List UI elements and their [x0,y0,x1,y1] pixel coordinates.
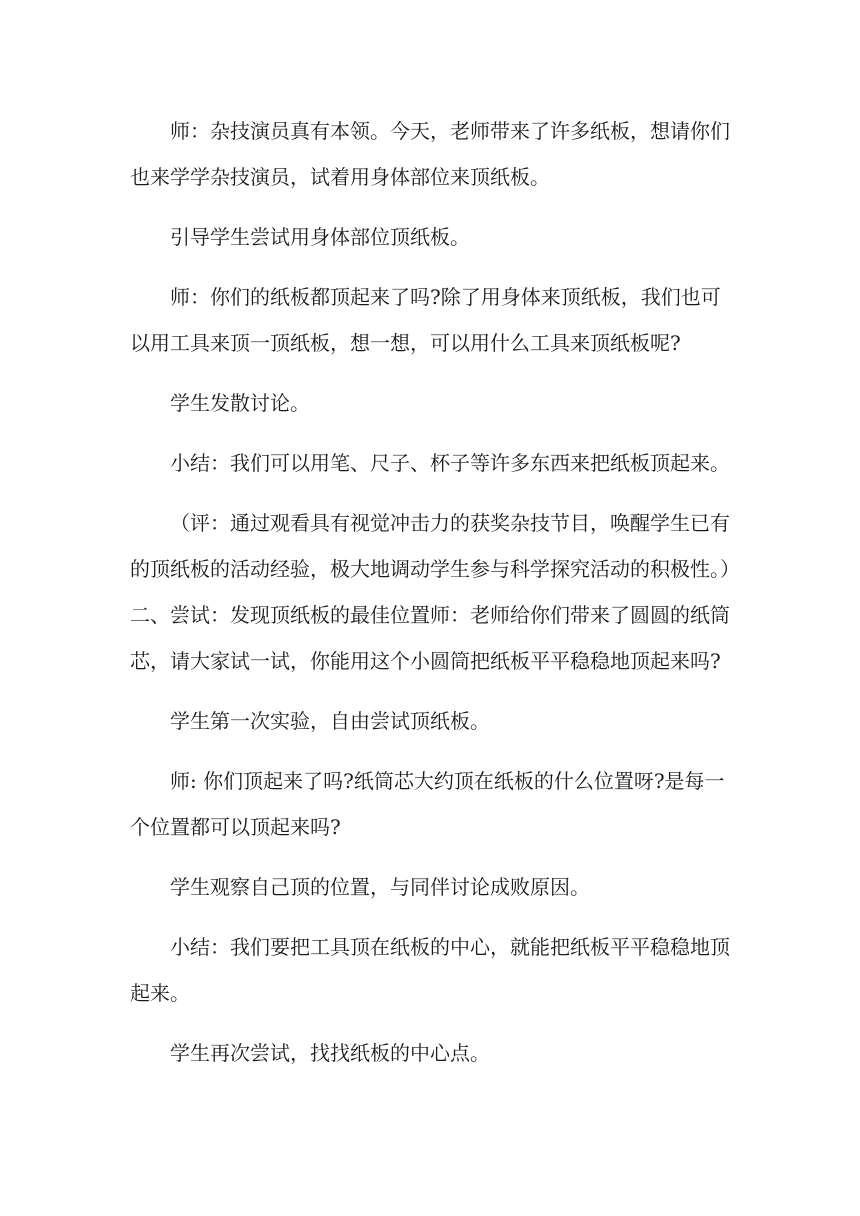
text-line: 学生第一次实验，自由尝试顶纸板。 [170,709,490,733]
text-line: 也来学学杂技演员，试着用身体部位来顶纸板。 [130,165,550,189]
paragraph-5 [130,440,730,486]
paragraph-3 [130,274,730,366]
text-line: 以用工具来顶一顶纸板，想一想，可以用什么工具来顶纸板呢? [130,331,681,355]
text-line: 学生再次尝试，找找纸板的中心点。 [170,1041,490,1065]
text-line: 学生观察自己顶的位置，与同伴讨论成败原因。 [170,875,590,899]
paragraph-1 [130,108,730,200]
section-heading-line: 二、尝试：发现顶纸板的最佳位置师：老师给你们带来了圆圆的纸筒 [130,603,730,627]
text-line: 师: 你们顶起来了吗?纸筒芯大约顶在纸板的什么位置呀?是每一 [170,769,725,793]
paragraph-4 [130,380,730,426]
text-line: 个位置都可以顶起来吗? [130,815,341,839]
paragraph-8 [130,758,730,850]
paragraph-2 [130,214,730,260]
paragraph-6 [130,500,740,684]
text-line: 师：杂技演员真有本领。今天，老师带来了许多纸板，想请你们 [170,119,730,143]
text-line: 引导学生尝试用身体部位顶纸板。 [170,225,470,249]
text-line: 芯，请大家试一试，你能用这个小圆筒把纸板平平稳稳地顶起来吗? [130,649,721,673]
document-body [130,108,740,1090]
paragraph-10 [130,924,730,1016]
text-line: 师：你们的纸板都顶起来了吗?除了用身体来顶纸板，我们也可 [170,285,721,309]
text-line: 小结：我们可以用笔、尺子、杯子等许多东西来把纸板顶起来。 [170,451,730,475]
text-line: 小结：我们要把工具顶在纸板的中心，就能把纸板平平稳稳地顶 [170,935,730,959]
text-line: （评：通过观看具有视觉冲击力的获奖杂技节目，唤醒学生已有 [170,511,730,535]
text-line: 起来。 [130,981,190,1005]
text-line: 学生发散讨论。 [170,391,310,415]
paragraph-7 [130,698,730,744]
paragraph-9 [130,864,730,910]
text-line: 的顶纸板的活动经验，极大地调动学生参与科学探究活动的积极性。） [130,557,740,581]
paragraph-11 [130,1030,730,1076]
